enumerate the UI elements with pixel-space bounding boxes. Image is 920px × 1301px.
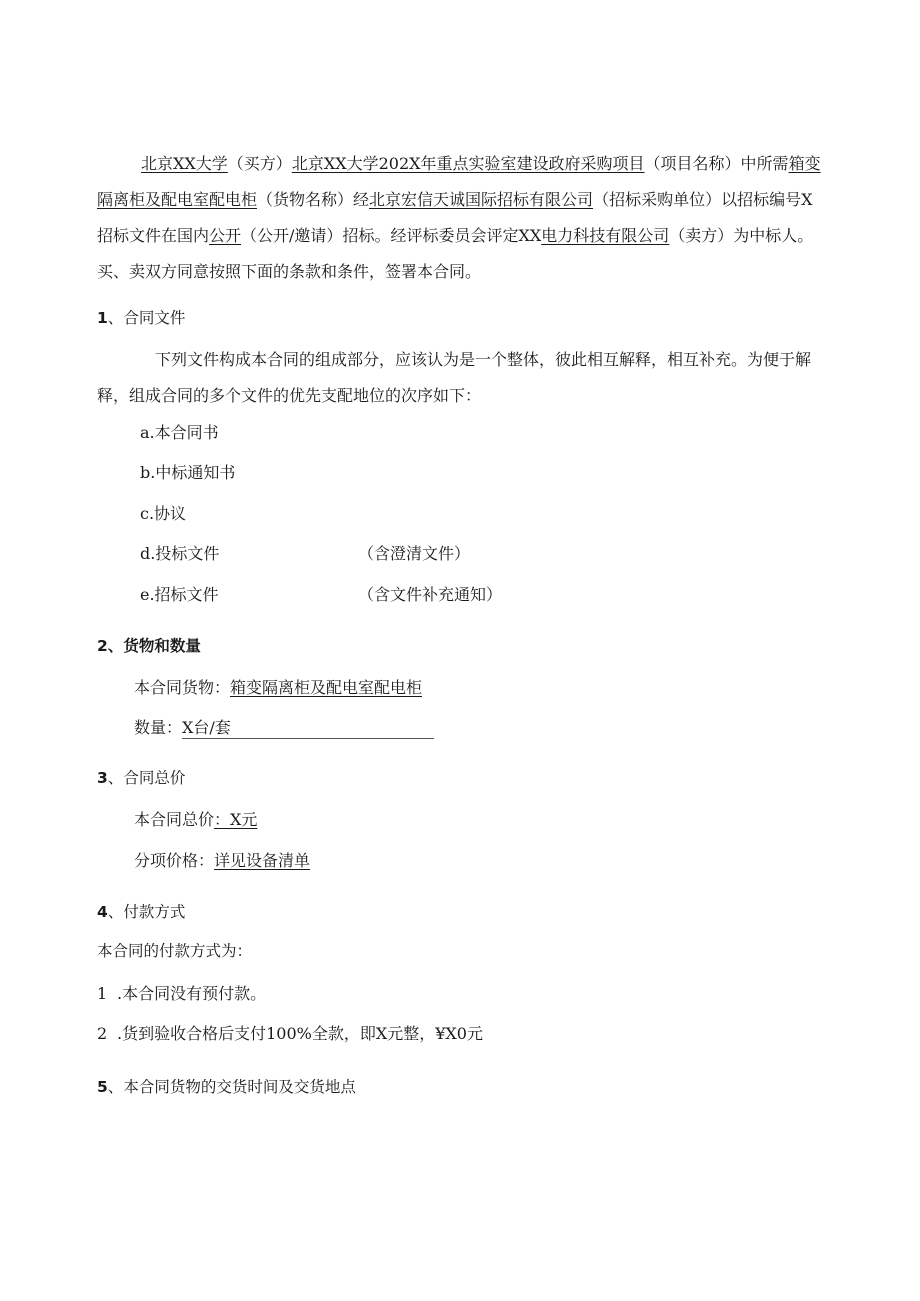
goods-role: （货物名称） (257, 190, 354, 209)
quantity-text: X台/套 (182, 718, 231, 737)
agency-role: （招标采购单位） (593, 190, 722, 209)
project-role: （项目名称） (644, 154, 741, 173)
section3-heading (97, 766, 185, 788)
payment-item-2 (97, 1021, 483, 1044)
total-price-label: 本合同总价 (134, 810, 215, 829)
document-item-b (140, 460, 235, 483)
agency-name: 北京宏信天诚国际招标有限公司 (369, 190, 594, 209)
section3-title: 合同总价 (123, 769, 186, 787)
section4-number: 4 (97, 903, 108, 921)
section1-title: 合同文件 (123, 309, 186, 327)
payment-item-number: 1 (97, 984, 108, 1003)
quantity-value (182, 715, 434, 739)
section2-separator: 、 (107, 637, 124, 655)
section2-heading (97, 634, 201, 656)
quantity-row (134, 715, 434, 739)
section5-title: 本合同货物的交货时间及交货地点 (123, 1078, 356, 1096)
section1-number: 1 (97, 309, 108, 327)
section5-number: 5 (97, 1078, 108, 1096)
section2-title: 货物和数量 (123, 637, 201, 655)
document-item-e (140, 582, 219, 605)
intro-paragraph (97, 146, 823, 290)
item-price-value: 详见设备清单 (214, 851, 311, 870)
payment-item-1 (97, 981, 266, 1004)
intro-text-1: 中所需 (740, 154, 789, 173)
document-item-d-note: （含澄清文件） (358, 544, 471, 563)
payment-item-text: .本合同没有预付款。 (117, 984, 267, 1003)
goods-label: 本合同货物： (134, 678, 231, 697)
goods-row (134, 675, 422, 698)
section1-separator: 、 (107, 309, 124, 327)
payment-intro: 本合同的付款方式为： (97, 942, 253, 960)
section1-body: 下列文件构成本合同的组成部分，应该认为是一个整体，彼此相互解释，相互补充。为便于解释，组成合同的多个文件的优先支配地位的次序如下： (97, 350, 812, 405)
section4-separator: 、 (107, 903, 124, 921)
procurement-method: 公开 (209, 226, 242, 245)
goods-name: 箱变隔离柜及配电室配电柜 (97, 154, 821, 209)
document-item-label: b.中标通知书 (140, 463, 236, 482)
document-item-e-note: （含文件补充通知） (358, 585, 503, 604)
project-name: 北京XX大学202X年重点实验室建设政府采购项目 (291, 154, 645, 173)
section4-heading (97, 900, 185, 922)
total-price-row (134, 807, 257, 830)
document-item-label: e.招标文件 (140, 585, 219, 604)
section5-separator: 、 (107, 1078, 124, 1096)
seller-role: （卖方） (669, 226, 734, 245)
intro-text-2: 经 (353, 190, 370, 209)
item-price-label: 分项价格： (134, 851, 215, 870)
section4-title: 付款方式 (123, 903, 186, 921)
document-item-label: c.协议 (140, 504, 187, 523)
item-price-row (134, 848, 310, 871)
seller-name: 电力科技有限公司 (541, 226, 670, 245)
document-item-label: d.投标文件 (140, 544, 220, 563)
document-item-c (140, 501, 186, 524)
document-item-label: a.本合同书 (140, 423, 219, 442)
buyer-role: （买方） (227, 154, 292, 173)
goods-value: 箱变隔离柜及配电室配电柜 (230, 678, 423, 697)
section1-heading (97, 306, 185, 328)
quantity-label: 数量： (134, 718, 183, 737)
section2-number: 2 (97, 637, 108, 655)
section3-number: 3 (97, 769, 108, 787)
section3-separator: 、 (107, 769, 124, 787)
section5-heading (97, 1075, 356, 1097)
total-price-value: ：X元 (214, 810, 258, 829)
payment-item-text: .货到验收合格后支付100%全款，即X元整，¥X0元 (117, 1024, 483, 1043)
method-role: （公开/邀请） (241, 226, 343, 245)
intro-text-4: 招标。经评标委员会评定XX (342, 226, 542, 245)
buyer-name: 北京XX大学 (141, 154, 228, 173)
payment-item-number: 2 (97, 1024, 108, 1043)
intro-text-end: 为中标人。买、卖双方同意按照下面的条款和条件，签署本合同。 (97, 226, 814, 281)
document-item-d (140, 541, 219, 564)
document-item-a (140, 420, 219, 443)
intro-text-3: 以招标编号X招标文件在国内 (97, 190, 813, 245)
